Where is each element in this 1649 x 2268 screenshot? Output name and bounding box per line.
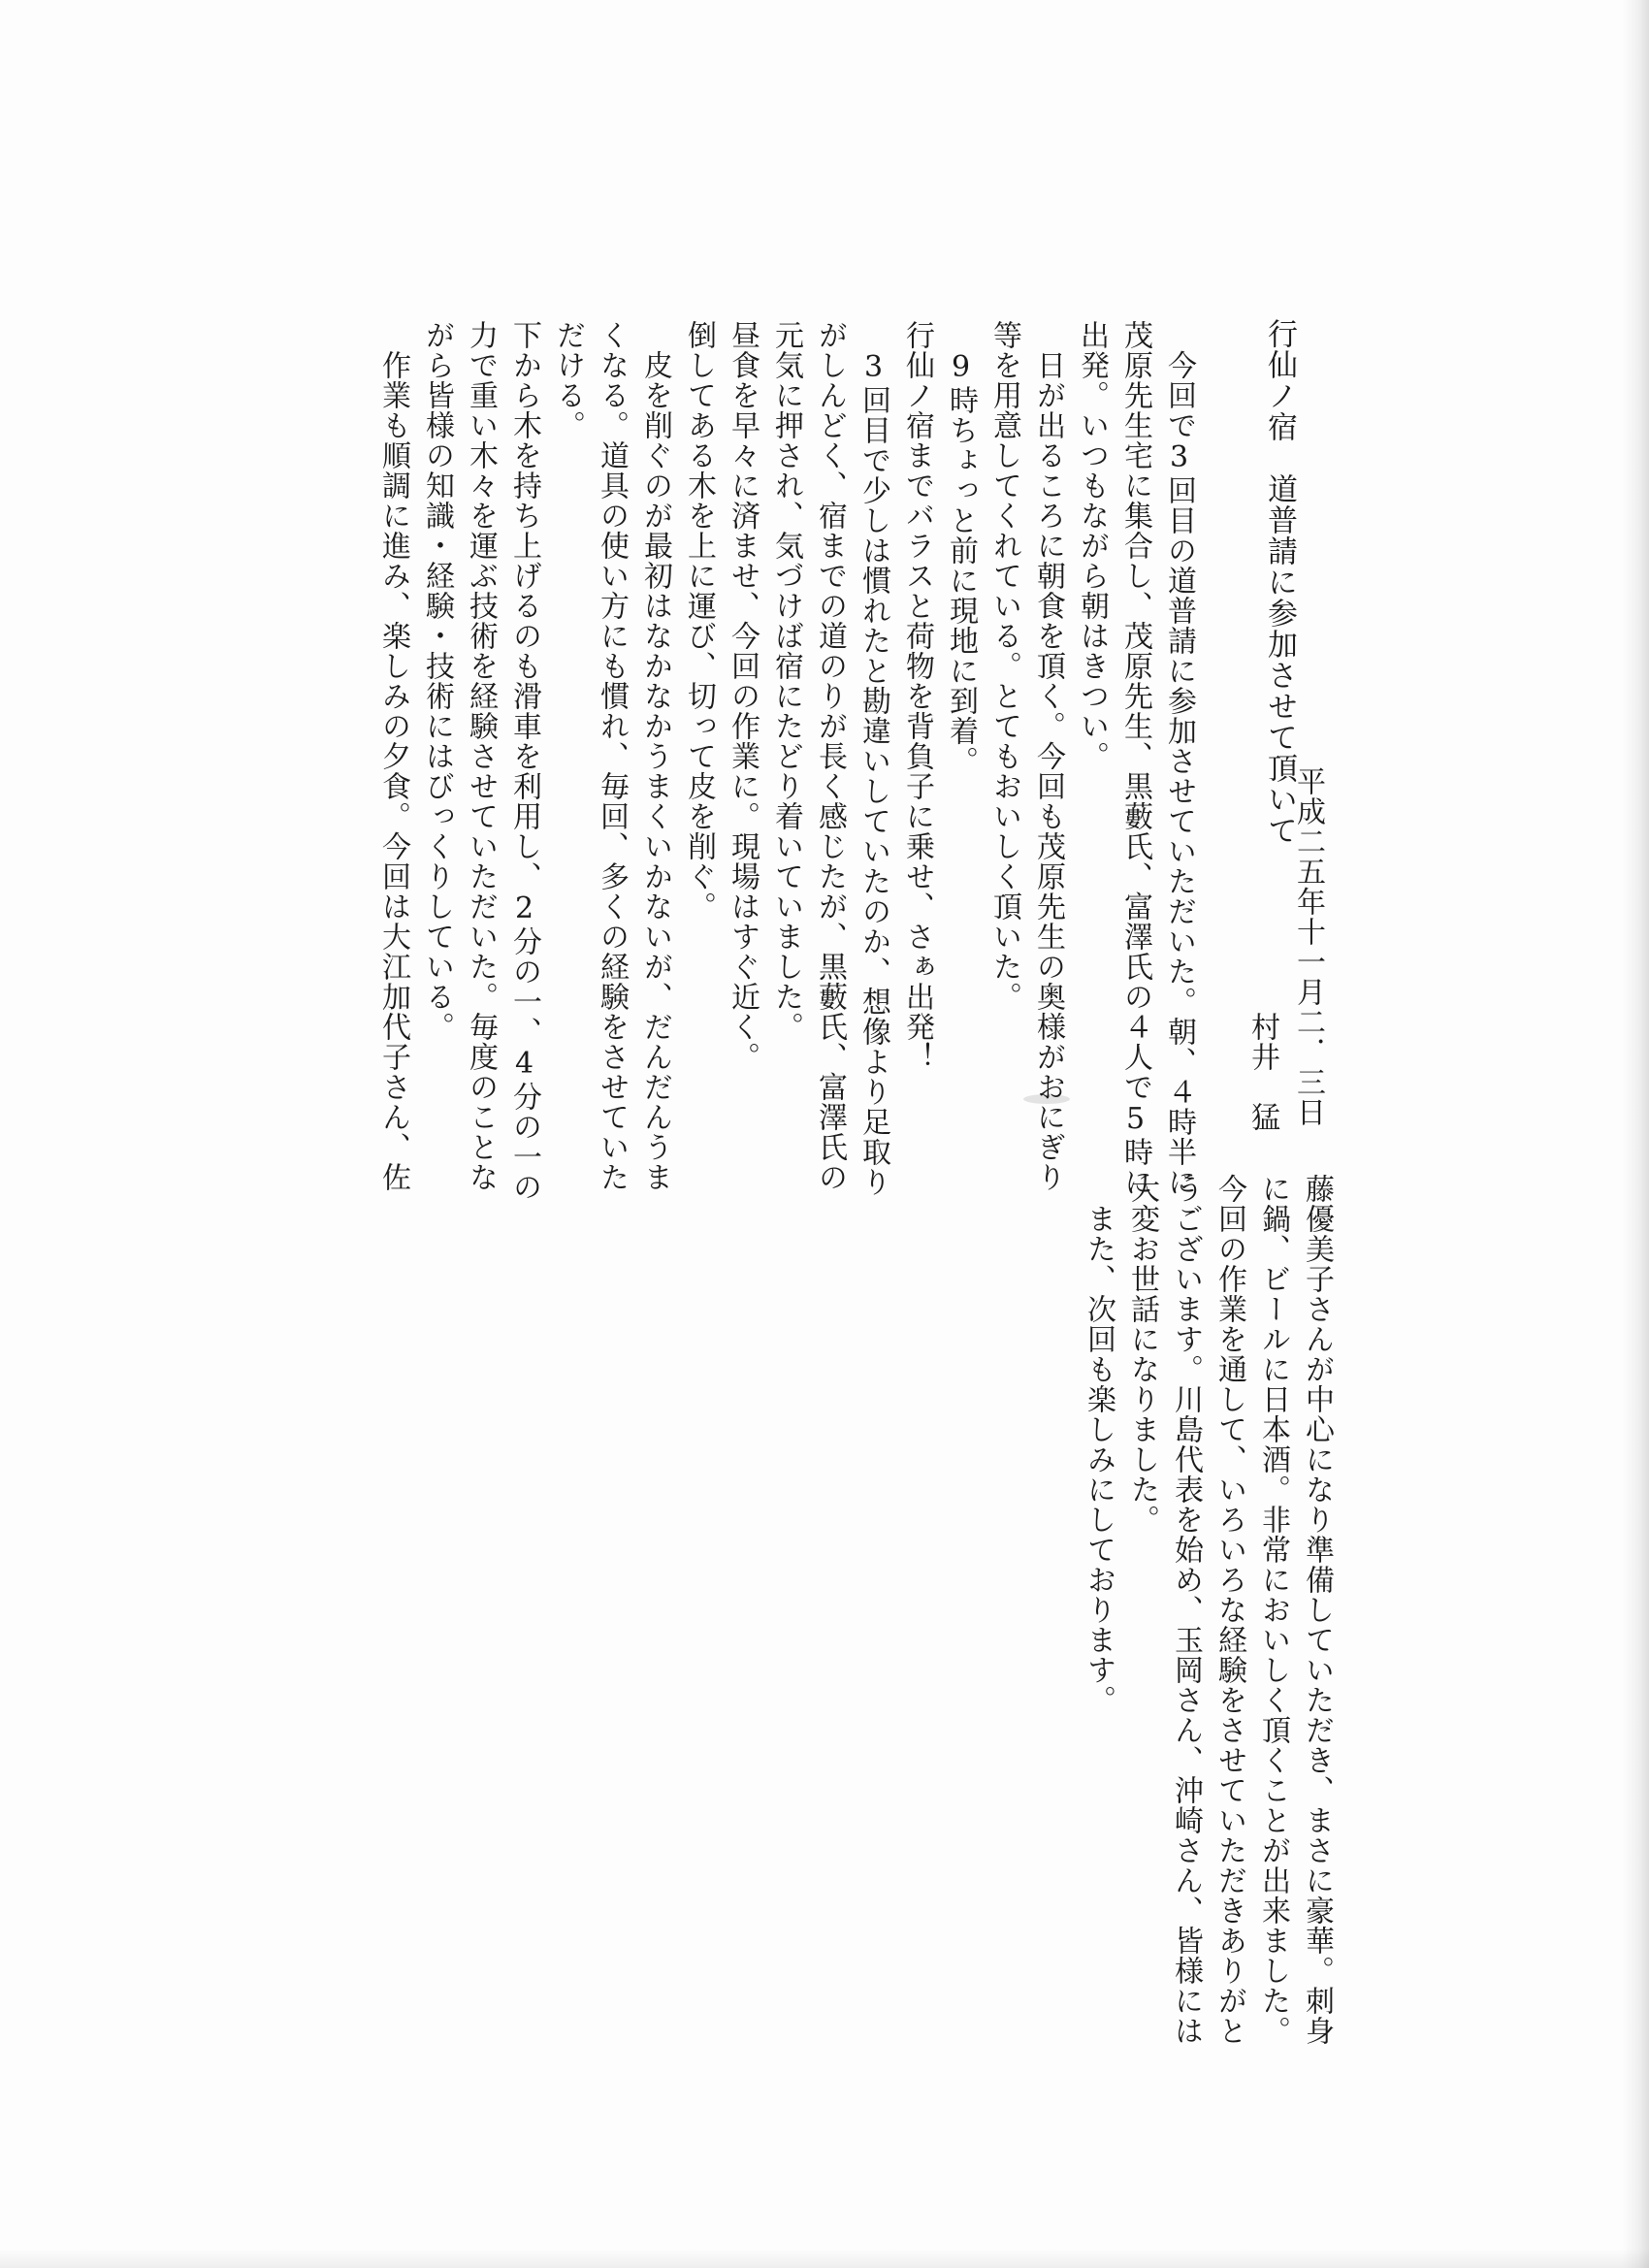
body-line: 等を用意してくれている。とてもおいしく頂いた。 (987, 320, 1021, 1012)
scan-smudge (1023, 1094, 1070, 1104)
body-line: くなる。道具の使い方にも慣れ、毎回、多くの経験をさせていた (595, 320, 629, 1192)
body-line: また、次回も楽しみにしております。 (1082, 1174, 1116, 1715)
body-line: 今回の作業を通して、いろいろな経験をさせていただきありがと (1212, 1174, 1246, 2046)
body-line: 出発。いつもながら朝はきつい。 (1075, 320, 1109, 771)
body-line: 昼食を早々に済ませ、今回の作業に。現場はすぐ近く。 (726, 320, 760, 1072)
body-line: 作業も順調に進み、楽しみの夕食。今回は大江加代子さん、佐 (376, 320, 410, 1192)
scan-edge-shadow (1622, 0, 1649, 2268)
document-title: 行仙ノ宿 道普請に参加させて頂いて (1262, 318, 1297, 846)
body-line: 今回で3回目の道普請に参加させていただいた。朝、４時半に (1162, 320, 1196, 1197)
body-line: 日が出るころに朝食を頂く。今回も茂原先生の奥様がおにぎり (1031, 320, 1065, 1192)
document-date: 平成二五年十一月二．三日 (1291, 766, 1325, 1127)
body-line: 行仙ノ宿までバラスと荷物を背負子に乗せ、さぁ出発！ (900, 320, 934, 1072)
body-line: 大変お世話になりました。 (1125, 1174, 1159, 1535)
body-line: 力で重い木々を運ぶ技術を経験させていただいた。毎度のことな (464, 320, 498, 1192)
body-line: 元気に押され、気づけば宿にたどり着いていました。 (769, 320, 803, 1042)
body-line: 藤優美子さんが中心になり準備していただき、まさに豪華。刺身 (1300, 1174, 1334, 2046)
body-line: だける。 (551, 320, 585, 440)
body-line: うございます。川島代表を始め、玉岡さん、沖崎さん、皆様には (1169, 1174, 1203, 2046)
body-line: 皮を削ぐのが最初はなかなかうまくいかないが、だんだんうま (638, 320, 672, 1192)
body-line: がら皆様の知識・経験・技術にはびっくりしている。 (420, 320, 454, 1042)
body-line: がしんどく、宿までの道のりが長く感じたが、黒藪氏、富澤氏の (813, 320, 847, 1192)
body-line: 茂原先生宅に集合し、茂原先生、黒藪氏、富澤氏の４人で5時に (1118, 320, 1152, 1197)
scan-bottom-shadow (0, 2249, 1649, 2268)
body-line: に鍋、ビールに日本酒。非常においしく頂くことが出来ました。 (1256, 1174, 1290, 2046)
body-line: 倒してある木を上に運び、切って皮を削ぐ。 (682, 320, 716, 922)
body-line: 9時ちょっと前に現地に到着。 (944, 320, 978, 776)
body-line: 3回目で少しは慣れたと勘違いしていたのか、想像より足取り (857, 320, 890, 1197)
document-author: 村井 猛 (1245, 1012, 1279, 1132)
body-line: 下から木を持ち上げるのも滑車を利用し、2分の一、4分の一の (507, 320, 541, 1202)
